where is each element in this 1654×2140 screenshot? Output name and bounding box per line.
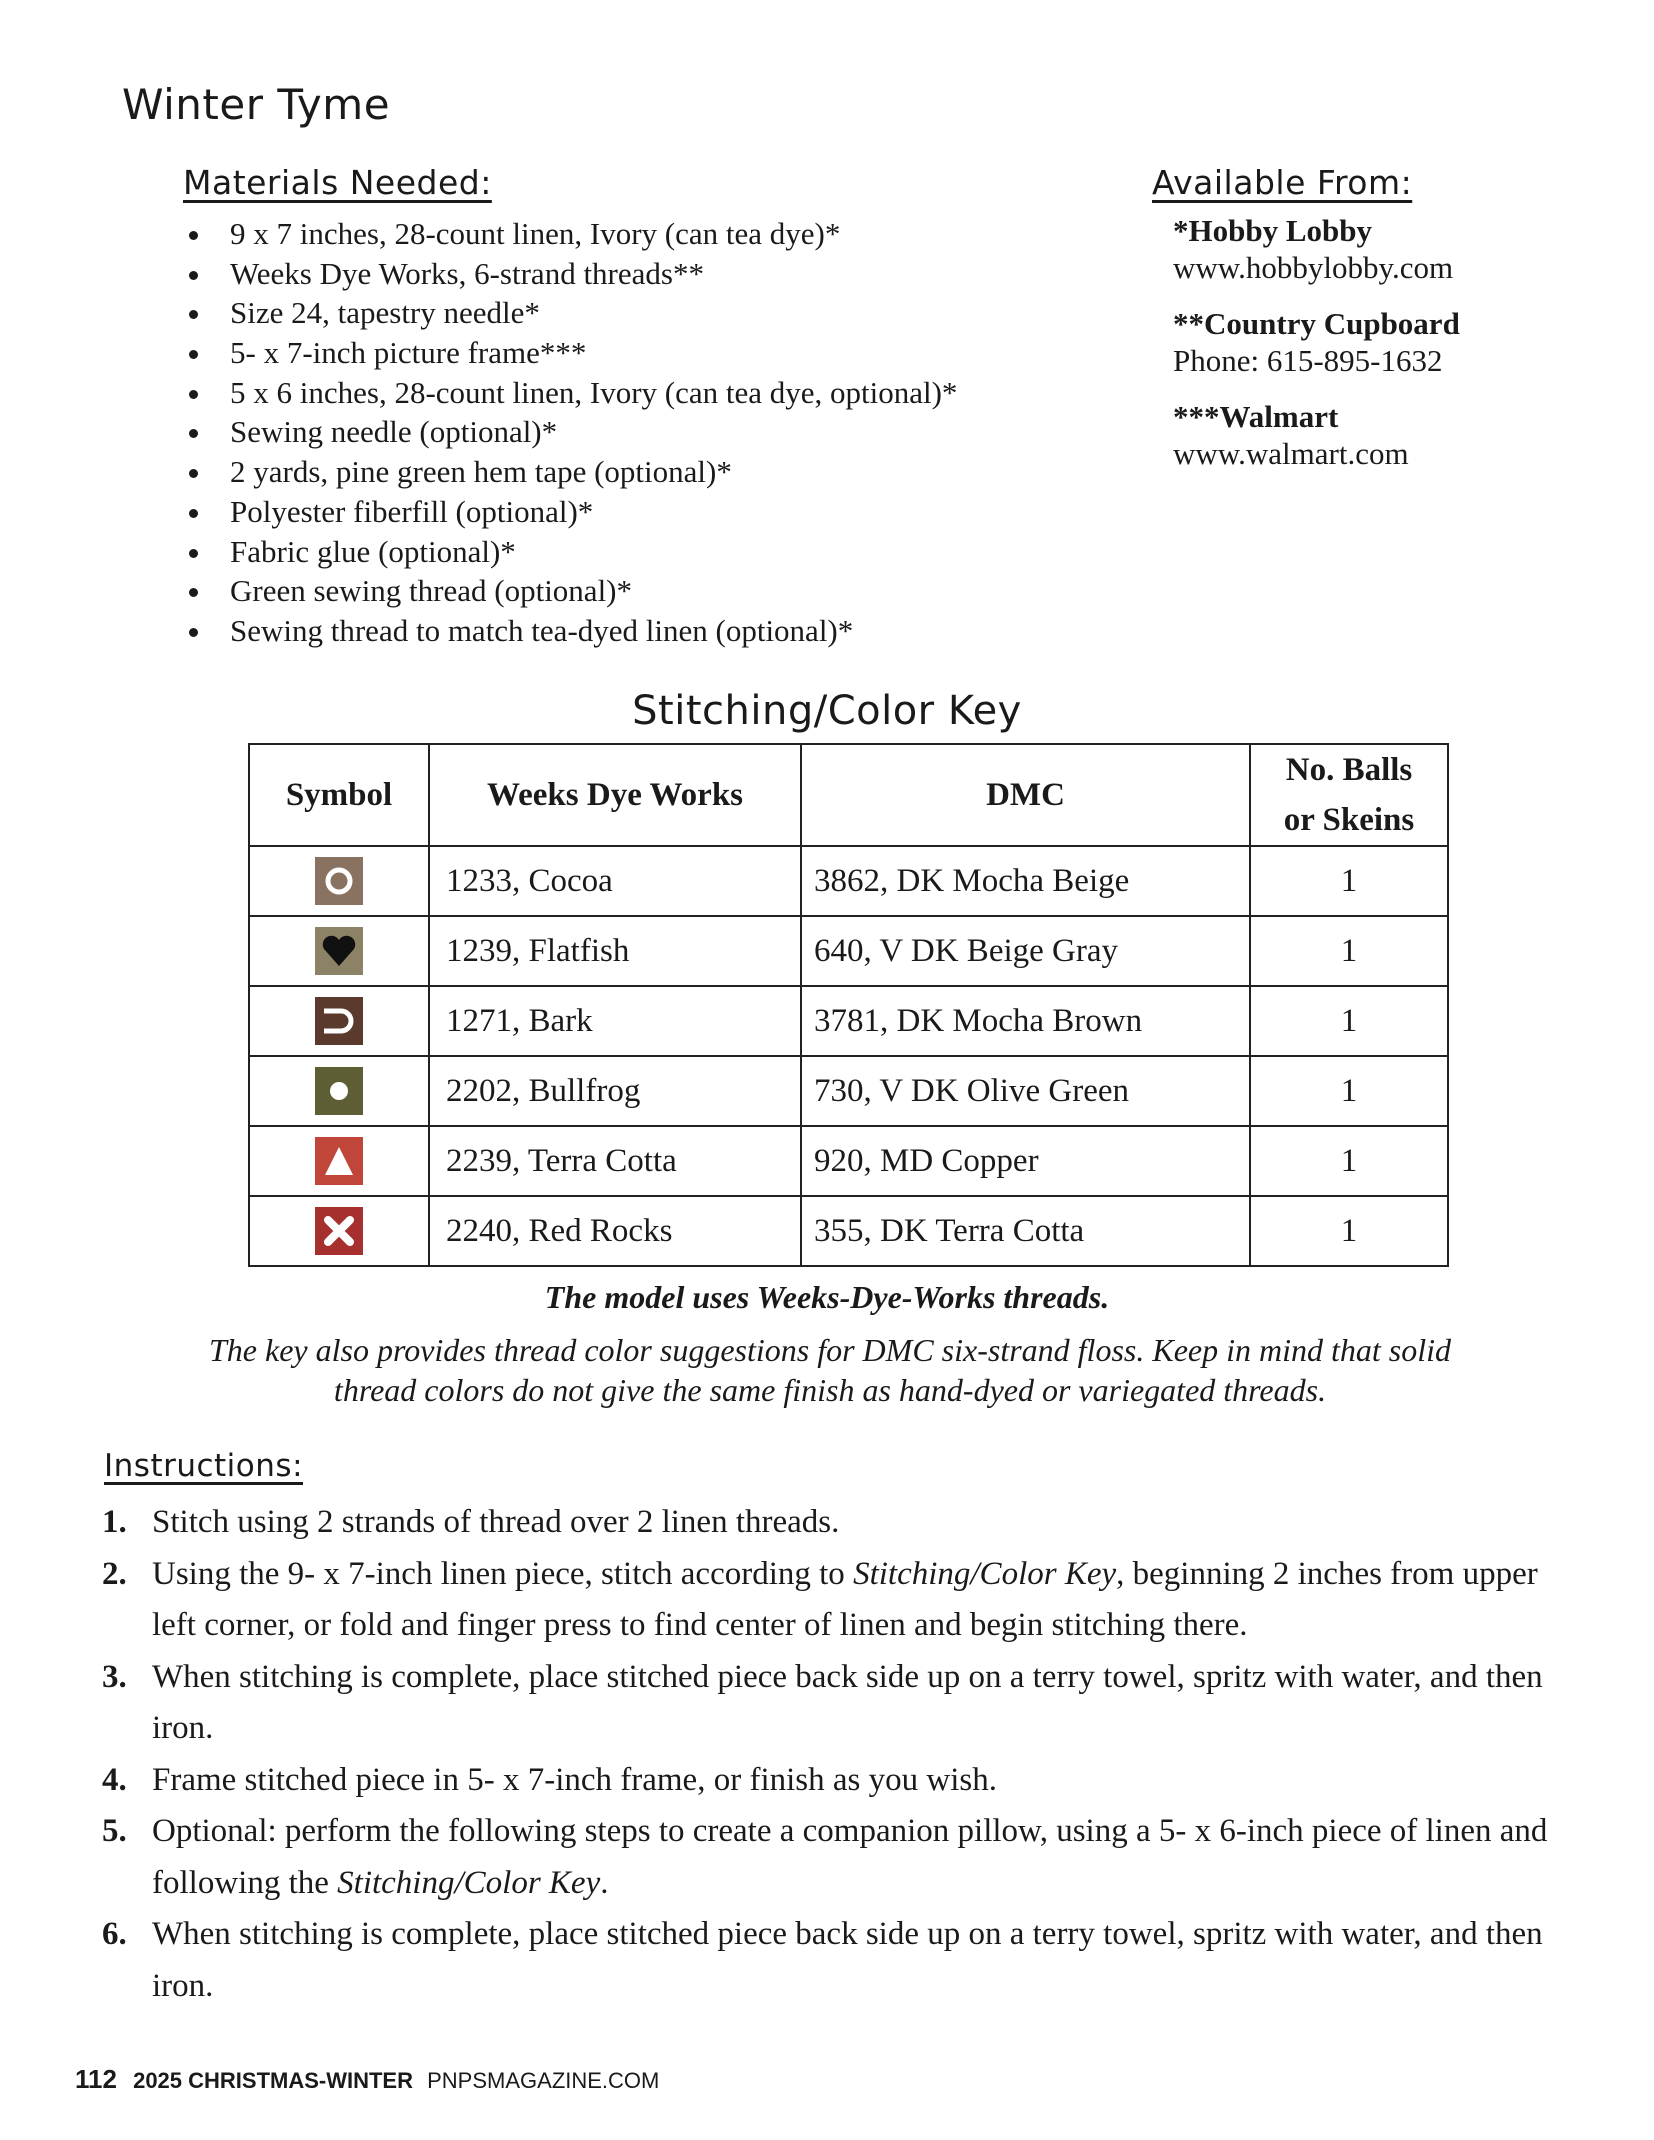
step-number: 4.: [102, 1761, 127, 1798]
symbol-cell: [249, 1056, 429, 1126]
half-loop-symbol-icon: [315, 1001, 363, 1037]
key-note: The key also provides thread color suggestions for DMC six-strand floss. Keep in mind that solid thread colors do not give the same finish as hand-dyed or variegated threads.: [208, 1332, 1451, 1408]
vendor-info: www.hobbylobby.com: [1173, 250, 1454, 285]
column-header-quantity-line1: No. Balls: [1285, 752, 1413, 788]
vendor-hobby-lobby: [1173, 212, 1460, 286]
vendor-walmart: [1173, 398, 1460, 472]
step-text: , beginning 2 inches from upper left corner, or fold and finger press to find center of linen and begin stitching there.: [152, 1555, 1538, 1643]
quantity-cell: 1: [1250, 986, 1448, 1056]
step-text: Stitch using 2 strands of thread over 2 linen threads.: [152, 1504, 840, 1540]
instruction-step: [102, 1549, 1562, 1652]
step-text: .: [600, 1864, 609, 1901]
symbol-cell: [249, 846, 429, 916]
table-row: [249, 846, 1448, 916]
instruction-step: [102, 1909, 1562, 2012]
step-number: 2.: [102, 1555, 127, 1592]
quantity-cell: 1: [1250, 1196, 1448, 1266]
step-number: 3.: [102, 1658, 127, 1695]
list-item: 9 x 7 inches, 28-count linen, Ivory (can tea dye)*: [230, 214, 957, 254]
instructions-heading: Instructions:: [104, 1448, 304, 1484]
vendor-info: www.walmart.com: [1173, 436, 1409, 471]
vendor-name: **Country Cupboard: [1173, 306, 1460, 341]
list-item: Sewing needle (optional)*: [230, 412, 957, 452]
materials-heading: Materials Needed:: [183, 163, 492, 202]
column-header-weeks-dye-works: Weeks Dye Works: [429, 744, 801, 846]
issue-name: 2025 CHRISTMAS-WINTER: [133, 2068, 413, 2093]
column-header-symbol: Symbol: [249, 744, 429, 846]
weeks-dye-works-cell: 1239, Flatfish: [429, 916, 801, 986]
step-number: 1.: [102, 1504, 127, 1540]
step-number: 5.: [102, 1813, 127, 1849]
table-row: [249, 1056, 1448, 1126]
heart-symbol-icon: [315, 931, 363, 967]
step-text: Optional: perform the following steps to create a companion pillow, using a 5- x 6-inch piece of linen and following the: [152, 1813, 1548, 1901]
color-key-heading: Stitching/Color Key: [632, 688, 1022, 734]
dmc-cell: 920, MD Copper: [801, 1126, 1250, 1196]
quantity-cell: 1: [1250, 846, 1448, 916]
instructions-list: [102, 1497, 1562, 2012]
key-reference: Stitching/Color Key: [337, 1864, 601, 1901]
weeks-dye-works-cell: 2240, Red Rocks: [429, 1196, 801, 1266]
instruction-step: [102, 1652, 1562, 1755]
instruction-step: [102, 1806, 1562, 1909]
table-row: [249, 986, 1448, 1056]
step-text: When stitching is complete, place stitched piece back side up on a terry towel, spritz with water, and then iron.: [152, 1658, 1543, 1746]
dmc-cell: 3781, DK Mocha Brown: [801, 986, 1250, 1056]
dmc-cell: 640, V DK Beige Gray: [801, 916, 1250, 986]
column-header-dmc: DMC: [801, 744, 1250, 846]
weeks-dye-works-cell: 1233, Cocoa: [429, 846, 801, 916]
cross-symbol-icon: [315, 1211, 363, 1247]
step-text: Using the 9- x 7-inch linen piece, stitch according to: [152, 1555, 854, 1592]
table-row: [249, 916, 1448, 986]
model-note: The model uses Weeks-Dye-Works threads.: [544, 1279, 1110, 1315]
list-item: Green sewing thread (optional)*: [230, 571, 957, 611]
list-item: 2 yards, pine green hem tape (optional)*: [230, 452, 957, 492]
vendor-name: *Hobby Lobby: [1173, 213, 1373, 248]
materials-list: [230, 214, 957, 651]
hollow-circle-symbol-icon: [315, 861, 363, 897]
list-item: 5- x 7-inch picture frame***: [230, 333, 957, 373]
available-from-heading: Available From:: [1152, 163, 1413, 202]
column-header-quantity-line2: or Skeins: [1283, 802, 1415, 838]
dot-symbol-icon: [315, 1071, 363, 1107]
list-item: Size 24, tapestry needle*: [230, 293, 957, 333]
table-row: [249, 1126, 1448, 1196]
table-header-row: [249, 744, 1448, 846]
vendor-name: ***Walmart: [1173, 399, 1339, 434]
available-from-section: [1152, 163, 1460, 472]
site-url: PNPSMAGAZINE.COM: [427, 2068, 660, 2093]
step-text: Frame stitched piece in 5- x 7-inch frame, or finish as you wish.: [152, 1761, 997, 1798]
symbol-cell: [249, 916, 429, 986]
quantity-cell: 1: [1250, 1126, 1448, 1196]
instruction-step: [102, 1755, 1562, 1807]
color-key-table: [248, 743, 1449, 1267]
weeks-dye-works-cell: 2239, Terra Cotta: [429, 1126, 801, 1196]
instruction-step: [102, 1497, 1562, 1549]
column-header-quantity: [1250, 744, 1448, 846]
page-number: 112: [75, 2064, 117, 2094]
symbol-cell: [249, 1126, 429, 1196]
step-text: When stitching is complete, place stitched piece back side up on a terry towel, spritz with water, and then iron.: [152, 1916, 1543, 2004]
dmc-cell: 730, V DK Olive Green: [801, 1056, 1250, 1126]
table-row: [249, 1196, 1448, 1266]
color-key-body: [249, 846, 1448, 1266]
vendor-country-cupboard: [1173, 305, 1460, 379]
quantity-cell: 1: [1250, 916, 1448, 986]
quantity-cell: 1: [1250, 1056, 1448, 1126]
symbol-cell: [249, 986, 429, 1056]
page-footer: [75, 2064, 659, 2095]
dmc-cell: 355, DK Terra Cotta: [801, 1196, 1250, 1266]
step-number: 6.: [102, 1916, 127, 1952]
list-item: Fabric glue (optional)*: [230, 532, 957, 572]
weeks-dye-works-cell: 1271, Bark: [429, 986, 801, 1056]
list-item: Sewing thread to match tea-dyed linen (optional)*: [230, 611, 957, 651]
list-item: Weeks Dye Works, 6-strand threads**: [230, 254, 957, 294]
weeks-dye-works-cell: 2202, Bullfrog: [429, 1056, 801, 1126]
list-item: 5 x 6 inches, 28-count linen, Ivory (can tea dye, optional)*: [230, 373, 957, 413]
key-reference: Stitching/Color Key: [853, 1555, 1117, 1592]
triangle-symbol-icon: [315, 1141, 363, 1177]
dmc-cell: 3862, DK Mocha Beige: [801, 846, 1250, 916]
list-item: Polyester fiberfill (optional)*: [230, 492, 957, 532]
vendor-info: Phone: 615-895-1632: [1173, 343, 1443, 378]
symbol-cell: [249, 1196, 429, 1266]
page-title: Winter Tyme: [122, 80, 391, 129]
